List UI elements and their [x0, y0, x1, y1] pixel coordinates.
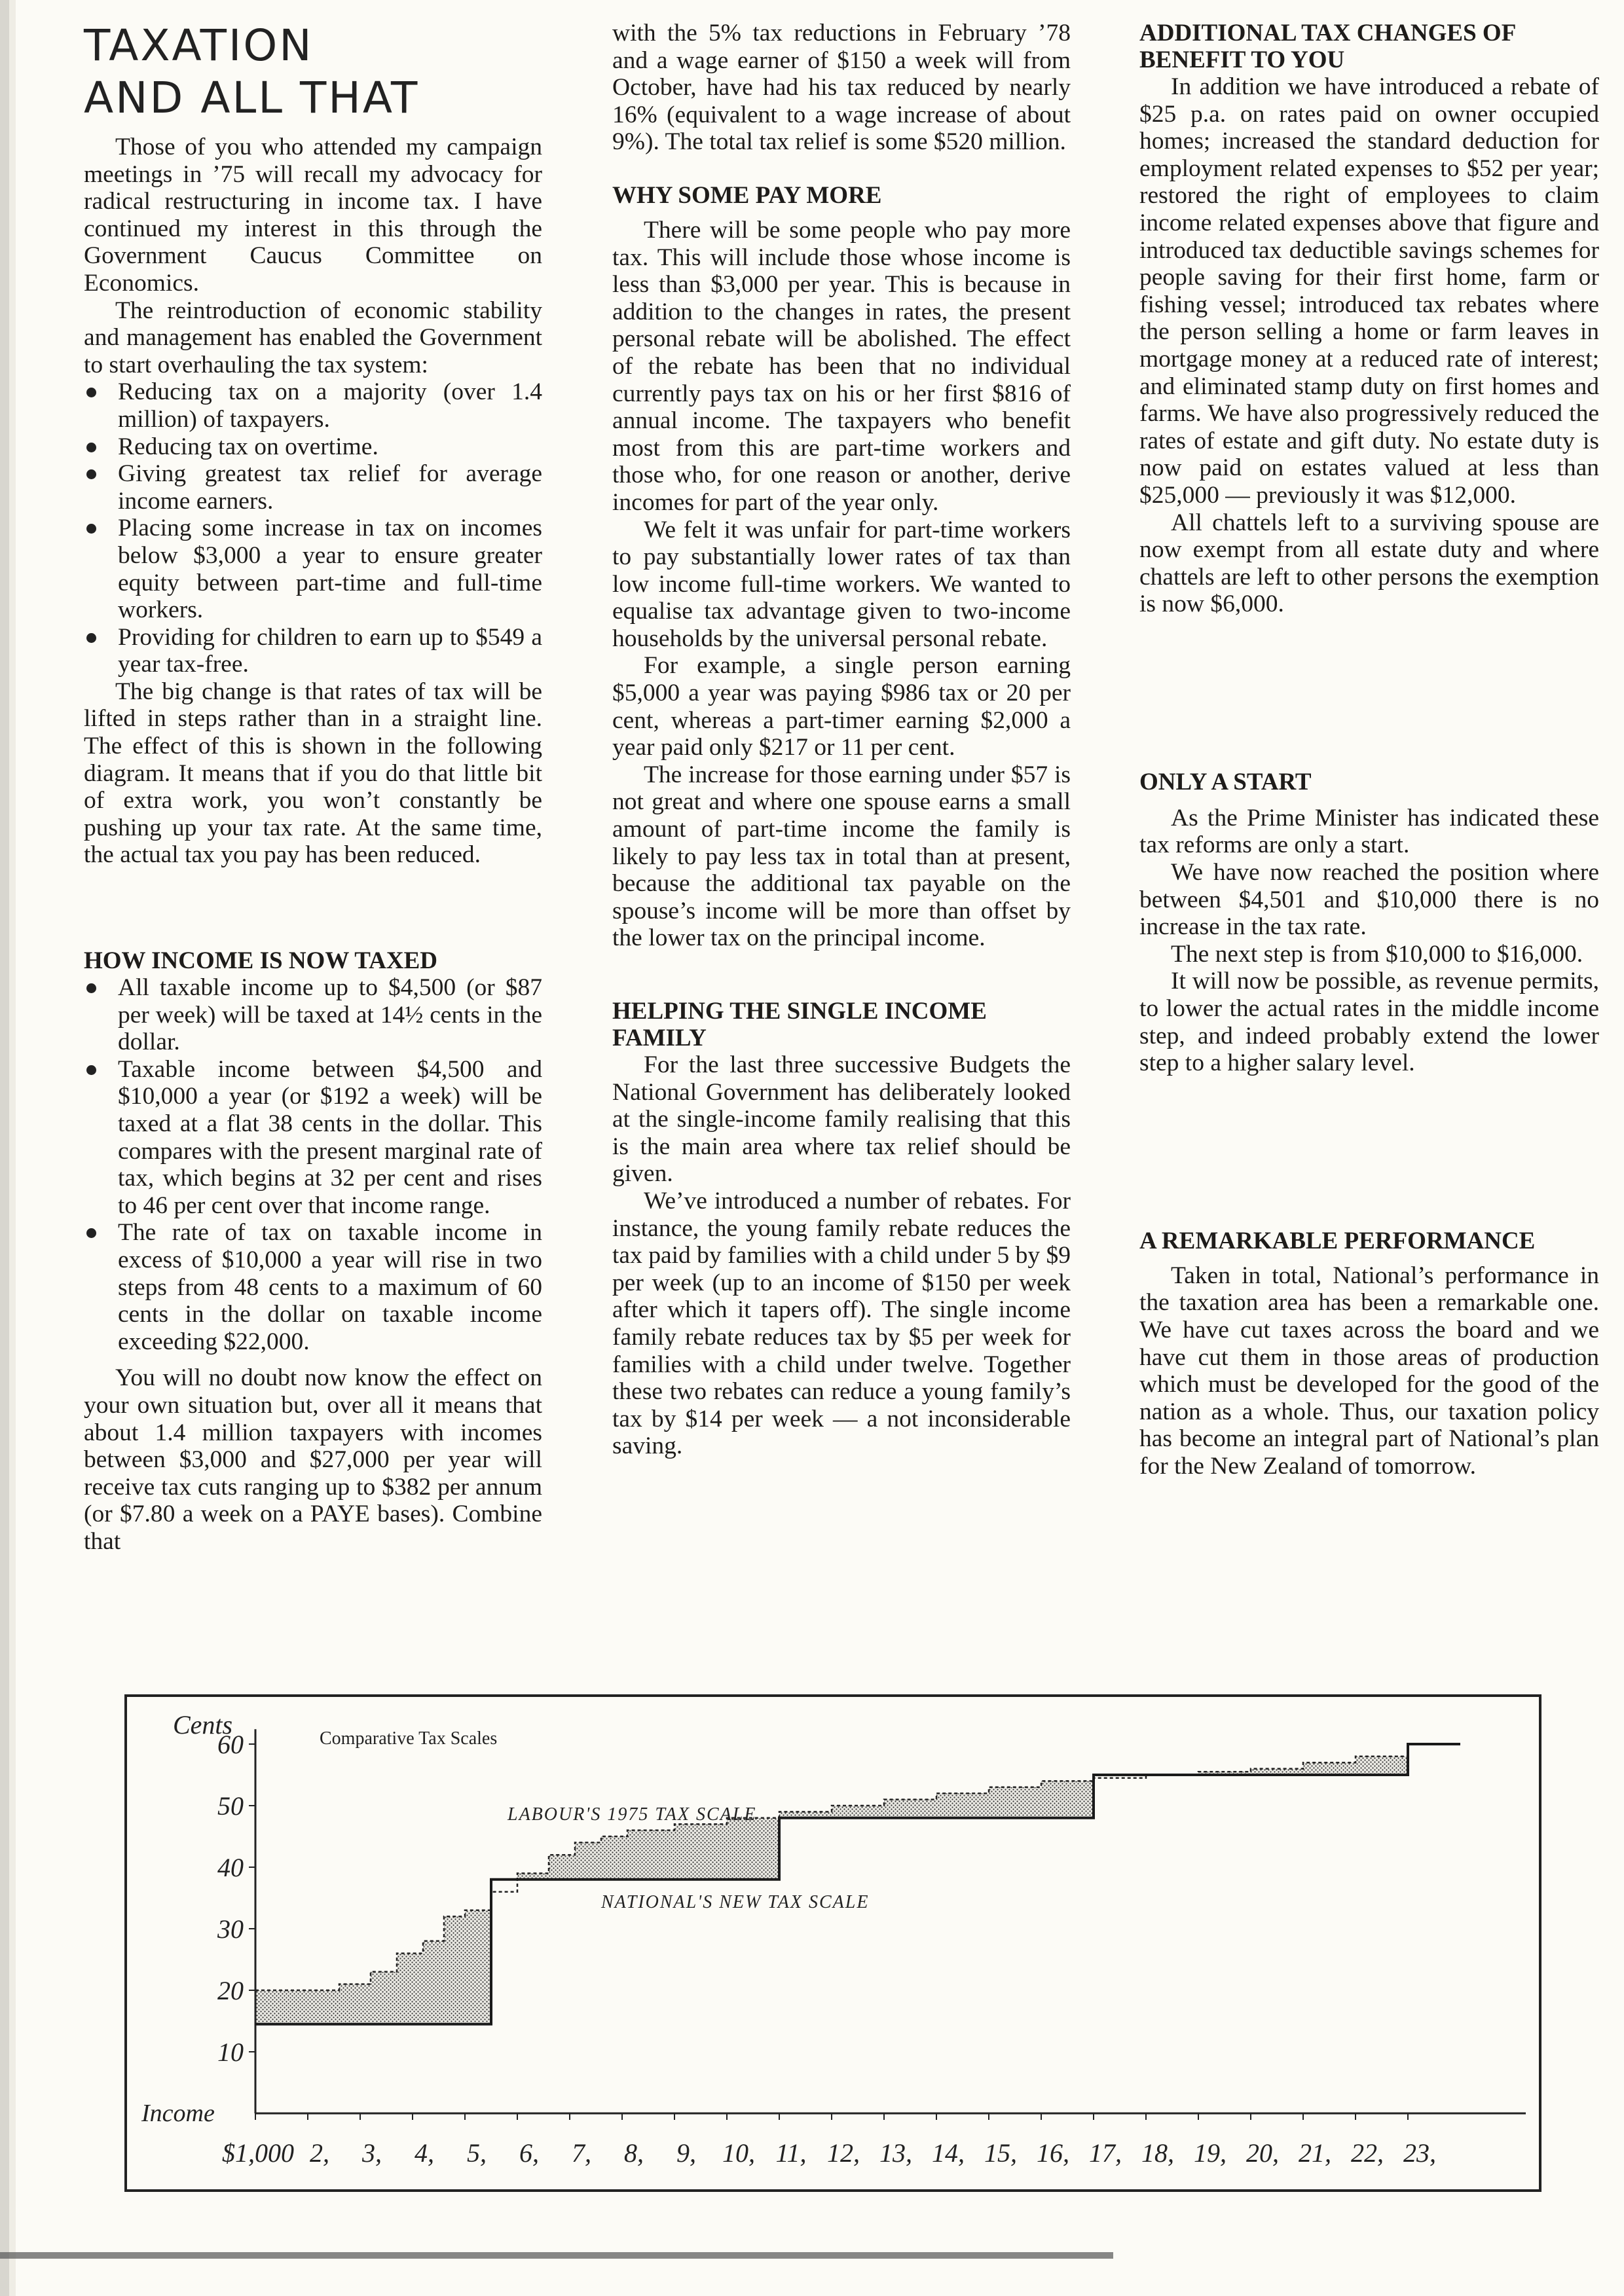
x-tick-label: 17,	[1089, 2138, 1122, 2168]
x-tick-label: 9,	[676, 2138, 696, 2168]
body-paragraph: Taken in total, National’s performance in the taxation area has been a remarkable one. We have cut taxes across the board and we have cut them in those areas of production which must be developed for the good of the nation as a whole. Thus, our taxation policy has become an integral part of National’s plan for the New Zealand of tomorrow.	[1139, 1262, 1599, 1480]
section-heading: WHY SOME PAY MORE	[612, 181, 882, 209]
shaded-gap	[444, 1916, 465, 2024]
body-paragraph: There will be some people who pay more tax. This will include those whose income is less than $3,000 per year. This is because in addition to the changes in rates, the present personal rebate will be abolished. The effect of the rebate has been that no individual currently pays tax on his or her first $816 of annual income. The taxpayers who benefit most from this are part-time workers and those who, for one reason or another, derive incomes for part of the year only.	[612, 216, 1071, 516]
shaded-gap	[371, 1972, 397, 2024]
body-paragraph: The next step is from $10,000 to $16,000.	[1171, 940, 1583, 968]
section-heading: HELPING THE SINGLE INCOME FAMILY	[612, 998, 987, 1051]
tax-change-list	[84, 378, 542, 678]
column-3	[1139, 20, 1599, 1480]
series-label-national: NATIONAL'S NEW TAX SCALE	[601, 1892, 870, 1912]
x-tick-label: 6,	[519, 2138, 539, 2168]
income-tax-list	[84, 974, 542, 1355]
x-tick-label: 23,	[1403, 2138, 1436, 2168]
x-tick-label: 18,	[1141, 2138, 1174, 2168]
shaded-gap	[627, 1831, 674, 1880]
shaded-gap	[465, 1910, 491, 2024]
section-heading: HOW INCOME IS NOW TAXED	[84, 947, 438, 975]
x-axis-label: Income	[141, 2100, 215, 2127]
y-tick-label: 10	[217, 2037, 244, 2067]
y-axis-label: Cents	[173, 1710, 233, 1740]
x-tick-label: $1,000	[222, 2138, 294, 2168]
y-tick-label: 50	[217, 1791, 244, 1821]
x-tick-label: 3,	[362, 2138, 382, 2168]
shaded-gap	[936, 1793, 989, 1818]
x-tick-label: 5,	[467, 2138, 487, 2168]
bullet-item: Reducing tax on overtime.	[84, 433, 542, 461]
x-tick-label: 8,	[624, 2138, 644, 2168]
x-tick-label: 15,	[984, 2138, 1017, 2168]
bullet-item: Placing some increase in tax on incomes below $3,000 a year to ensure greater equity between part-time and full-time workers.	[84, 515, 542, 623]
shaded-gap	[727, 1818, 779, 1880]
x-tick-label: 12,	[827, 2138, 860, 2168]
body-paragraph: The big change is that rates of tax will be lifted in steps rather than in a straight line. The effect of this is shown in the following diagram. It means that if you do that little bit of extra work, you won’t constantly be pushing up your tax rate. At the same time, the actual tax you pay has been reduced.	[84, 678, 542, 869]
shaded-gap	[989, 1787, 1041, 1818]
comparative-tax-chart	[124, 1694, 1541, 2192]
body-paragraph: The increase for those earning under $57 is not great and where one spouse earns a small amount of part-time income the family is likely to pay less tax in total than at present, because the additional tax payable on the spouse’s income will be more than offset by the lower tax on the principal income.	[612, 761, 1071, 952]
x-tick-label: 22,	[1351, 2138, 1384, 2168]
shaded-gap	[339, 1984, 371, 2024]
chart-svg	[124, 1694, 1541, 2192]
intro-paragraph: Those of you who attended my campaign meetings in ’75 will recall my advocacy for radical restructuring in income tax. I have continued my interest in this through the Government Caucus Committee on Economics.	[84, 134, 542, 297]
shaded-gap	[575, 1842, 601, 1879]
body-paragraph: For the last three successive Budgets the National Government has deliberately looked at the single-income family realising that this is the main area where tax relief should be given.	[612, 1051, 1071, 1188]
bullet-item: Giving greatest tax relief for average income earners.	[84, 460, 542, 515]
x-tick-label: 7,	[572, 2138, 591, 2168]
y-tick-label: 30	[217, 1914, 244, 1944]
section-heading: ADDITIONAL TAX CHANGES OF BENEFIT TO YOU	[1139, 20, 1515, 73]
x-tick-label: 13,	[879, 2138, 912, 2168]
x-tick-label: 2,	[310, 2138, 329, 2168]
y-tick-label: 40	[217, 1853, 244, 1882]
body-paragraph: We have now reached the position where between $4,501 and $10,000 there is no increase in the tax rate.	[1139, 859, 1599, 941]
x-tick-label: 14,	[932, 2138, 965, 2168]
shaded-gap	[601, 1836, 627, 1880]
y-tick-label: 60	[217, 1730, 244, 1759]
body-paragraph: For example, a single person earning $5,000 a year was paying $986 tax or 20 per cent, whereas a part-timer earning $2,000 a year paid only $217 or 11 per cent.	[612, 652, 1071, 761]
binding-strip	[9, 0, 16, 2296]
body-paragraph: You will no doubt now know the effect on your own situation but, over all it means that about 1.4 million taxpayers with incomes between $3,000 and $27,000 per year will receive tax cuts ranging up to $382 per annum (or $7.80 a week on a PAYE bases). Combine that	[84, 1364, 542, 1555]
column-1	[84, 20, 542, 1556]
body-paragraph: As the Prime Minister has indicated these tax reforms are only a start.	[1139, 804, 1599, 859]
column-2	[612, 20, 1071, 1460]
bottom-rule	[0, 2252, 1113, 2259]
y-tick-label: 20	[217, 1976, 244, 2005]
shaded-gap	[1041, 1781, 1094, 1817]
x-tick-label: 21,	[1299, 2138, 1331, 2168]
body-paragraph: We’ve introduced a number of rebates. For instance, the young family rebate reduces the tax paid by families with a child under 5 by $9 per week (up to an income of $150 per week after which it tapers off). The single income family rebate reduces tax by $5 per week for families with a child under twelve. Together these two rebates can reduce a young family’s tax by $14 per week — a not inconsiderable saving.	[612, 1187, 1071, 1460]
title-line-2: AND ALL THAT	[84, 73, 420, 123]
shaded-gap	[549, 1855, 575, 1880]
shaded-gap	[397, 1954, 423, 2024]
bullet-item: All taxable income up to $4,500 (or $87 per week) will be taxed at 14½ cents in the dollar.	[84, 974, 542, 1056]
body-paragraph: In addition we have introduced a rebate of $25 p.a. on rates paid on owner occupied homes; increased the standard deduction for employment related expenses to $52 per year; restored the right of employees to claim income related expenses above that figure and introduced tax deductible savings schemes for people saving for their first home, farm or fishing vessel; introduced tax rebates where the person selling a home or farm leaves in mortgage money at a reduced rate of interest; and eliminated stamp duty on first homes and farms. We have also progressively reduced the rates of estate and gift duty. No estate duty is now paid on estates valued at less than $25,000 — previously it was $12,000.	[1139, 73, 1599, 509]
bullet-item: Taxable income between $4,500 and $10,000 a year (or $192 a week) will be taxed at a flat 38 cents in the dollar. This compares with the present marginal rate of tax, which begins at 32 per cent and rises to 46 per cent over that income range.	[84, 1056, 542, 1220]
bullet-item: Providing for children to earn up to $549 a year tax-free.	[84, 624, 542, 678]
body-paragraph: All chattels left to a surviving spouse are now exempt from all estate duty and where chattels are left to other persons the exemption is now $6,000.	[1139, 509, 1599, 618]
x-tick-label: 4,	[415, 2138, 434, 2168]
section-heading: ONLY A START	[1139, 768, 1312, 795]
bullet-item: The rate of tax on taxable income in excess of $10,000 a year will rise in two steps from 48 cents to a maximum of 60 cents in the dollar on taxable income exceeding $22,000.	[84, 1219, 542, 1355]
x-tick-label: 19,	[1194, 2138, 1227, 2168]
shaded-gap	[884, 1800, 936, 1818]
shaded-gap	[255, 1990, 339, 2024]
x-tick-label: 10,	[722, 2138, 755, 2168]
shaded-gap	[1356, 1757, 1408, 1775]
chart-title: Comparative Tax Scales	[320, 1728, 498, 1749]
shaded-gap	[674, 1824, 727, 1880]
page-edge	[0, 0, 9, 2296]
intro-paragraph: The reintroduction of economic stability and management has enabled the Government to start overhauling the tax system:	[84, 297, 542, 378]
article-title	[84, 20, 542, 124]
shaded-gap	[423, 1941, 444, 2024]
x-tick-label: 20,	[1246, 2138, 1279, 2168]
bullet-item: Reducing tax on a majority (over 1.4 million) of taxpayers.	[84, 378, 542, 433]
shaded-gap	[1303, 1762, 1356, 1775]
title-line-1: TAXATION	[84, 20, 314, 71]
x-tick-label: 11,	[775, 2138, 807, 2168]
body-paragraph: It will now be possible, as revenue permits, to lower the actual rates in the middle income step, and indeed probably extend the lower step to a higher salary level.	[1139, 968, 1599, 1077]
series-label-labour: LABOUR'S 1975 TAX SCALE	[507, 1804, 757, 1825]
body-paragraph: We felt it was unfair for part-time workers to pay substantially lower rates of tax than low income full-time workers. We wanted to equalise tax advantage given to two-income households by the universal personal rebate.	[612, 516, 1071, 652]
shaded-gap	[832, 1806, 884, 1818]
section-heading: A REMARKABLE PERFORMANCE	[1139, 1227, 1536, 1254]
body-paragraph: with the 5% tax reductions in February ’78 and a wage earner of $150 a week will from October, have had his tax reduced by nearly 16% (equivalent to a wage increase of about 9%). The total tax relief is some $520 million.	[612, 20, 1071, 156]
x-tick-label: 16,	[1037, 2138, 1069, 2168]
